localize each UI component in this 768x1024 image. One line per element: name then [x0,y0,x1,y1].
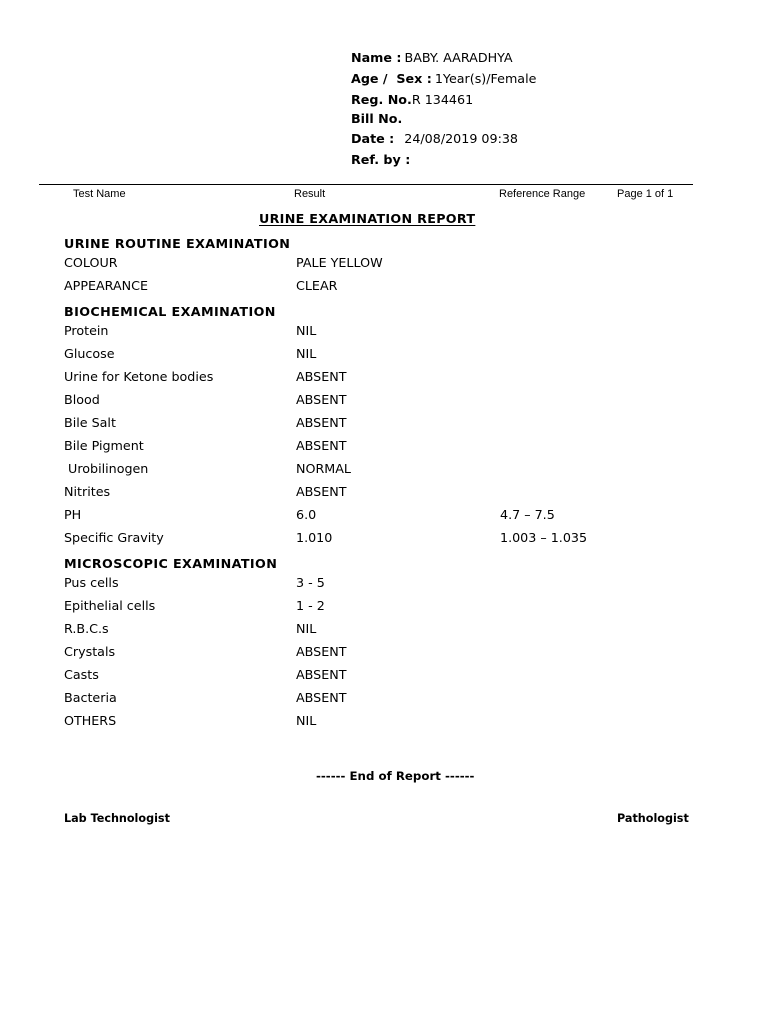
table-row [64,480,704,503]
results-table [64,236,704,732]
test-name-cell: Bile Salt [64,415,116,430]
table-row [64,457,704,480]
result-cell: ABSENT [296,415,347,430]
table-row [64,526,704,549]
test-name-cell: Epithelial cells [64,598,156,613]
patient-age-sex-line [351,71,536,87]
date-line [351,131,518,147]
result-cell: NIL [296,346,317,361]
result-cell: NIL [296,621,317,636]
result-cell: ABSENT [296,369,347,384]
patient-name-label: Name : [351,50,402,65]
test-name-cell: Urobilinogen [64,461,149,476]
ref-by-label: Ref. by : [351,152,411,167]
test-name-cell: Casts [64,667,99,682]
exam-section [64,236,704,297]
patient-name-line [351,50,513,66]
table-row [64,640,704,663]
header-divider [39,184,693,185]
table-row [64,571,704,594]
test-name-cell: Urine for Ketone bodies [64,369,214,384]
date-value: 24/08/2019 09:38 [404,131,518,146]
test-name-cell: COLOUR [64,255,118,270]
report-title: URINE EXAMINATION REPORT [259,211,476,226]
column-header-test-name: Test Name [73,188,126,200]
result-cell: 1.010 [296,530,333,545]
reference-range-cell: 4.7 – 7.5 [500,507,555,522]
test-name-cell: Bile Pigment [64,438,144,453]
test-name-cell: OTHERS [64,713,117,728]
result-cell: ABSENT [296,438,347,453]
reg-no-label: Reg. No. [351,92,412,107]
result-cell: PALE YELLOW [296,255,383,270]
test-name-cell: Specific Gravity [64,530,164,545]
table-row [64,365,704,388]
result-cell: ABSENT [296,644,347,659]
test-name-cell: Nitrites [64,484,111,499]
pathologist-signature: Pathologist [617,812,689,825]
column-header-result: Result [294,188,326,200]
exam-section [64,304,704,549]
reg-no-value: R 134461 [411,92,474,107]
test-name-cell: Protein [64,323,109,338]
column-header-reference-range: Reference Range [499,188,586,200]
result-cell: NORMAL [296,461,351,476]
result-cell: 1 - 2 [296,598,325,613]
reference-range-cell: 1.003 – 1.035 [500,530,588,545]
test-name-cell: Blood [64,392,100,407]
result-cell: 3 - 5 [296,575,325,590]
section-title: MICROSCOPIC EXAMINATION [64,556,278,571]
table-row [64,594,704,617]
test-name-cell: Glucose [64,346,115,361]
patient-name-value: BABY. AARADHYA [404,50,513,65]
result-cell: NIL [296,713,317,728]
table-row [64,686,704,709]
test-name-cell: PH [64,507,82,522]
reg-no-line [351,92,473,108]
end-of-report: ------ End of Report ------ [316,769,475,783]
result-cell: NIL [296,323,317,338]
test-name-cell: Pus cells [64,575,119,590]
table-row [64,411,704,434]
section-title: URINE ROUTINE EXAMINATION [64,236,291,251]
bill-no-line [351,111,402,127]
table-row [64,503,704,526]
ref-by-line [351,152,410,168]
table-row [64,434,704,457]
exam-section [64,556,704,732]
table-row [64,663,704,686]
date-label: Date : [351,131,395,146]
page-indicator: Page 1 of 1 [617,188,674,200]
section-title: BIOCHEMICAL EXAMINATION [64,304,276,319]
patient-age-sex-label: Age / Sex : [351,71,432,86]
table-row [64,709,704,732]
result-cell: 6.0 [296,507,317,522]
test-name-cell: Bacteria [64,690,117,705]
table-row [64,319,704,342]
lab-technologist-signature: Lab Technologist [64,812,170,825]
result-cell: ABSENT [296,690,347,705]
table-row [64,388,704,411]
table-row [64,617,704,640]
result-cell: ABSENT [296,667,347,682]
result-cell: CLEAR [296,278,338,293]
result-cell: ABSENT [296,392,347,407]
test-name-cell: Crystals [64,644,116,659]
test-name-cell: APPEARANCE [64,278,149,293]
bill-no-label: Bill No. [351,111,403,126]
patient-age-sex-value: 1Year(s)/Female [434,71,537,86]
test-name-cell: R.B.C.s [64,621,109,636]
table-row [64,251,704,274]
table-row [64,342,704,365]
result-cell: ABSENT [296,484,347,499]
table-row [64,274,704,297]
